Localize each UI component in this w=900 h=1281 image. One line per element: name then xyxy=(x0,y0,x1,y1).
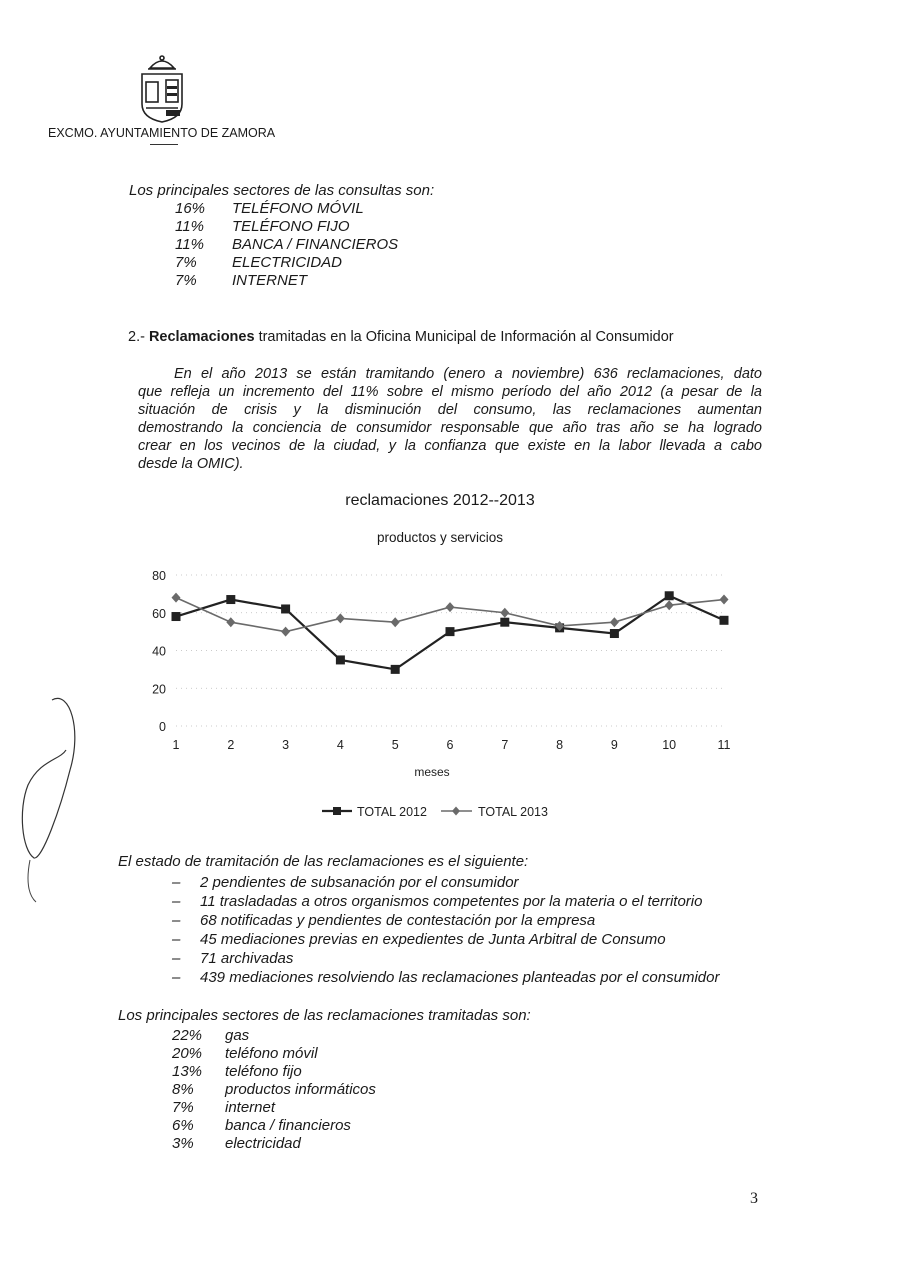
list-item: – 439 mediaciones resolviendo las reclamaciones planteadas por el consumidor xyxy=(172,969,720,986)
data-point-2013 xyxy=(555,621,564,631)
chart-title: reclamaciones 2012--2013 xyxy=(345,492,535,509)
y-tick-label: 20 xyxy=(152,682,166,697)
list-item: 7% ELECTRICIDAD xyxy=(175,254,343,271)
municipal-crest-icon xyxy=(136,52,188,128)
data-point-2012 xyxy=(500,618,509,627)
data-point-2012 xyxy=(610,629,619,638)
chart-subtitle: productos y servicios xyxy=(376,530,504,545)
section-number: 2.- xyxy=(128,329,145,345)
x-tick-label: 9 xyxy=(610,738,618,752)
list-item: 22% gas xyxy=(172,1027,250,1044)
legend-marker-2012 xyxy=(333,807,341,815)
data-point-2012 xyxy=(446,627,455,636)
data-point-2012 xyxy=(665,591,674,600)
x-tick-label: 1 xyxy=(172,738,180,752)
y-tick-label: 40 xyxy=(152,644,166,659)
data-point-2012 xyxy=(281,604,290,613)
data-point-2013 xyxy=(172,593,181,603)
list-item: – 71 archivadas xyxy=(172,950,294,967)
consultas-intro: Los principales sectores de las consultas son: xyxy=(129,182,435,199)
data-point-2012 xyxy=(336,655,345,664)
x-axis-label: meses xyxy=(414,765,450,779)
list-item: 6% banca / financieros xyxy=(172,1117,351,1134)
list-item: – 45 mediaciones previas en expedientes de Junta Arbitral de Consumo xyxy=(172,931,666,948)
paragraph-line: crear en los vecinos de la ciudad, y la confianza que existe en la labor llevada a cabo xyxy=(138,438,762,454)
legend-label-2013: TOTAL 2013 xyxy=(478,805,548,819)
sectores-intro: Los principales sectores de las reclamaciones tramitadas son: xyxy=(118,1007,531,1024)
series-line-2013 xyxy=(176,598,724,632)
list-item: 8% productos informáticos xyxy=(172,1081,376,1098)
list-item: 13% teléfono fijo xyxy=(172,1063,302,1080)
data-point-2013 xyxy=(720,595,729,605)
list-item: 11% TELÉFONO FIJO xyxy=(175,218,350,235)
legend-label-2012: TOTAL 2012 xyxy=(357,805,427,819)
y-tick-label: 0 xyxy=(159,720,166,734)
paragraph-line: En el año 2013 se están tramitando (enero a noviembre) 636 reclamaciones, dato xyxy=(174,366,762,382)
x-tick-label: 6 xyxy=(446,738,454,752)
series-line-2012 xyxy=(176,596,724,670)
data-point-2013 xyxy=(336,613,345,623)
data-point-2013 xyxy=(446,602,455,612)
paragraph-line: desde la OMIC). xyxy=(138,456,244,472)
paragraph-line: situación de crisis y la disminución del consumo, las reclamaciones aumentan xyxy=(138,402,762,418)
data-point-2013 xyxy=(281,627,290,637)
list-item: 7% internet xyxy=(172,1099,276,1116)
section-heading-rest: tramitadas en la Oficina Municipal de Información al Consumidor xyxy=(258,329,674,345)
paragraph-line: demostrando la conciencia de consumidor responsable que año tras año se ha logrado xyxy=(138,420,762,436)
y-tick-label: 80 xyxy=(152,569,166,583)
list-item: 16% TELÉFONO MÓVIL xyxy=(175,200,364,217)
list-item: 3% electricidad xyxy=(172,1135,301,1152)
list-item: – 11 trasladadas a otros organismos competentes por la materia o el territorio xyxy=(172,893,703,910)
data-point-2013 xyxy=(665,600,674,610)
y-tick-label: 60 xyxy=(152,606,166,621)
legend-marker-2013 xyxy=(452,807,460,816)
body-paragraph xyxy=(138,365,762,473)
section-heading-bold: Reclamaciones xyxy=(148,329,255,345)
list-item: 7% INTERNET xyxy=(175,272,307,289)
list-item: 20% teléfono móvil xyxy=(172,1045,318,1062)
data-point-2012 xyxy=(226,595,235,604)
data-point-2013 xyxy=(391,617,400,627)
page-number: 3 xyxy=(750,1190,758,1207)
list-item: 11% BANCA / FINANCIEROS xyxy=(175,236,399,253)
estado-intro: El estado de tramitación de las reclamaciones es el siguiente: xyxy=(118,853,529,870)
x-tick-label: 10 xyxy=(662,738,677,752)
data-point-2012 xyxy=(391,665,400,674)
data-point-2013 xyxy=(226,617,235,627)
data-point-2012 xyxy=(720,616,729,625)
list-item: – 2 pendientes de subsanación por el consumidor xyxy=(172,874,519,891)
handwritten-signature xyxy=(0,690,90,920)
data-point-2012 xyxy=(555,623,564,632)
x-tick-label: 2 xyxy=(227,738,235,752)
data-point-2013 xyxy=(610,617,619,627)
list-item: – 68 notificadas y pendientes de contestación por la empresa xyxy=(172,912,596,929)
header-divider xyxy=(150,144,178,145)
x-tick-label: 11 xyxy=(717,738,731,752)
x-tick-label: 7 xyxy=(501,738,509,752)
x-tick-label: 4 xyxy=(336,738,344,752)
organization-name: EXCMO. AYUNTAMIENTO DE ZAMORA xyxy=(48,126,276,140)
paragraph-line: que refleja un incremento del 11% sobre el mismo período del año 2012 (a pesar de la xyxy=(138,384,762,400)
x-tick-label: 5 xyxy=(391,738,399,752)
data-point-2013 xyxy=(500,608,509,618)
section-heading xyxy=(128,329,674,345)
x-tick-label: 8 xyxy=(556,738,564,752)
data-point-2012 xyxy=(172,612,181,621)
x-tick-label: 3 xyxy=(282,738,290,752)
